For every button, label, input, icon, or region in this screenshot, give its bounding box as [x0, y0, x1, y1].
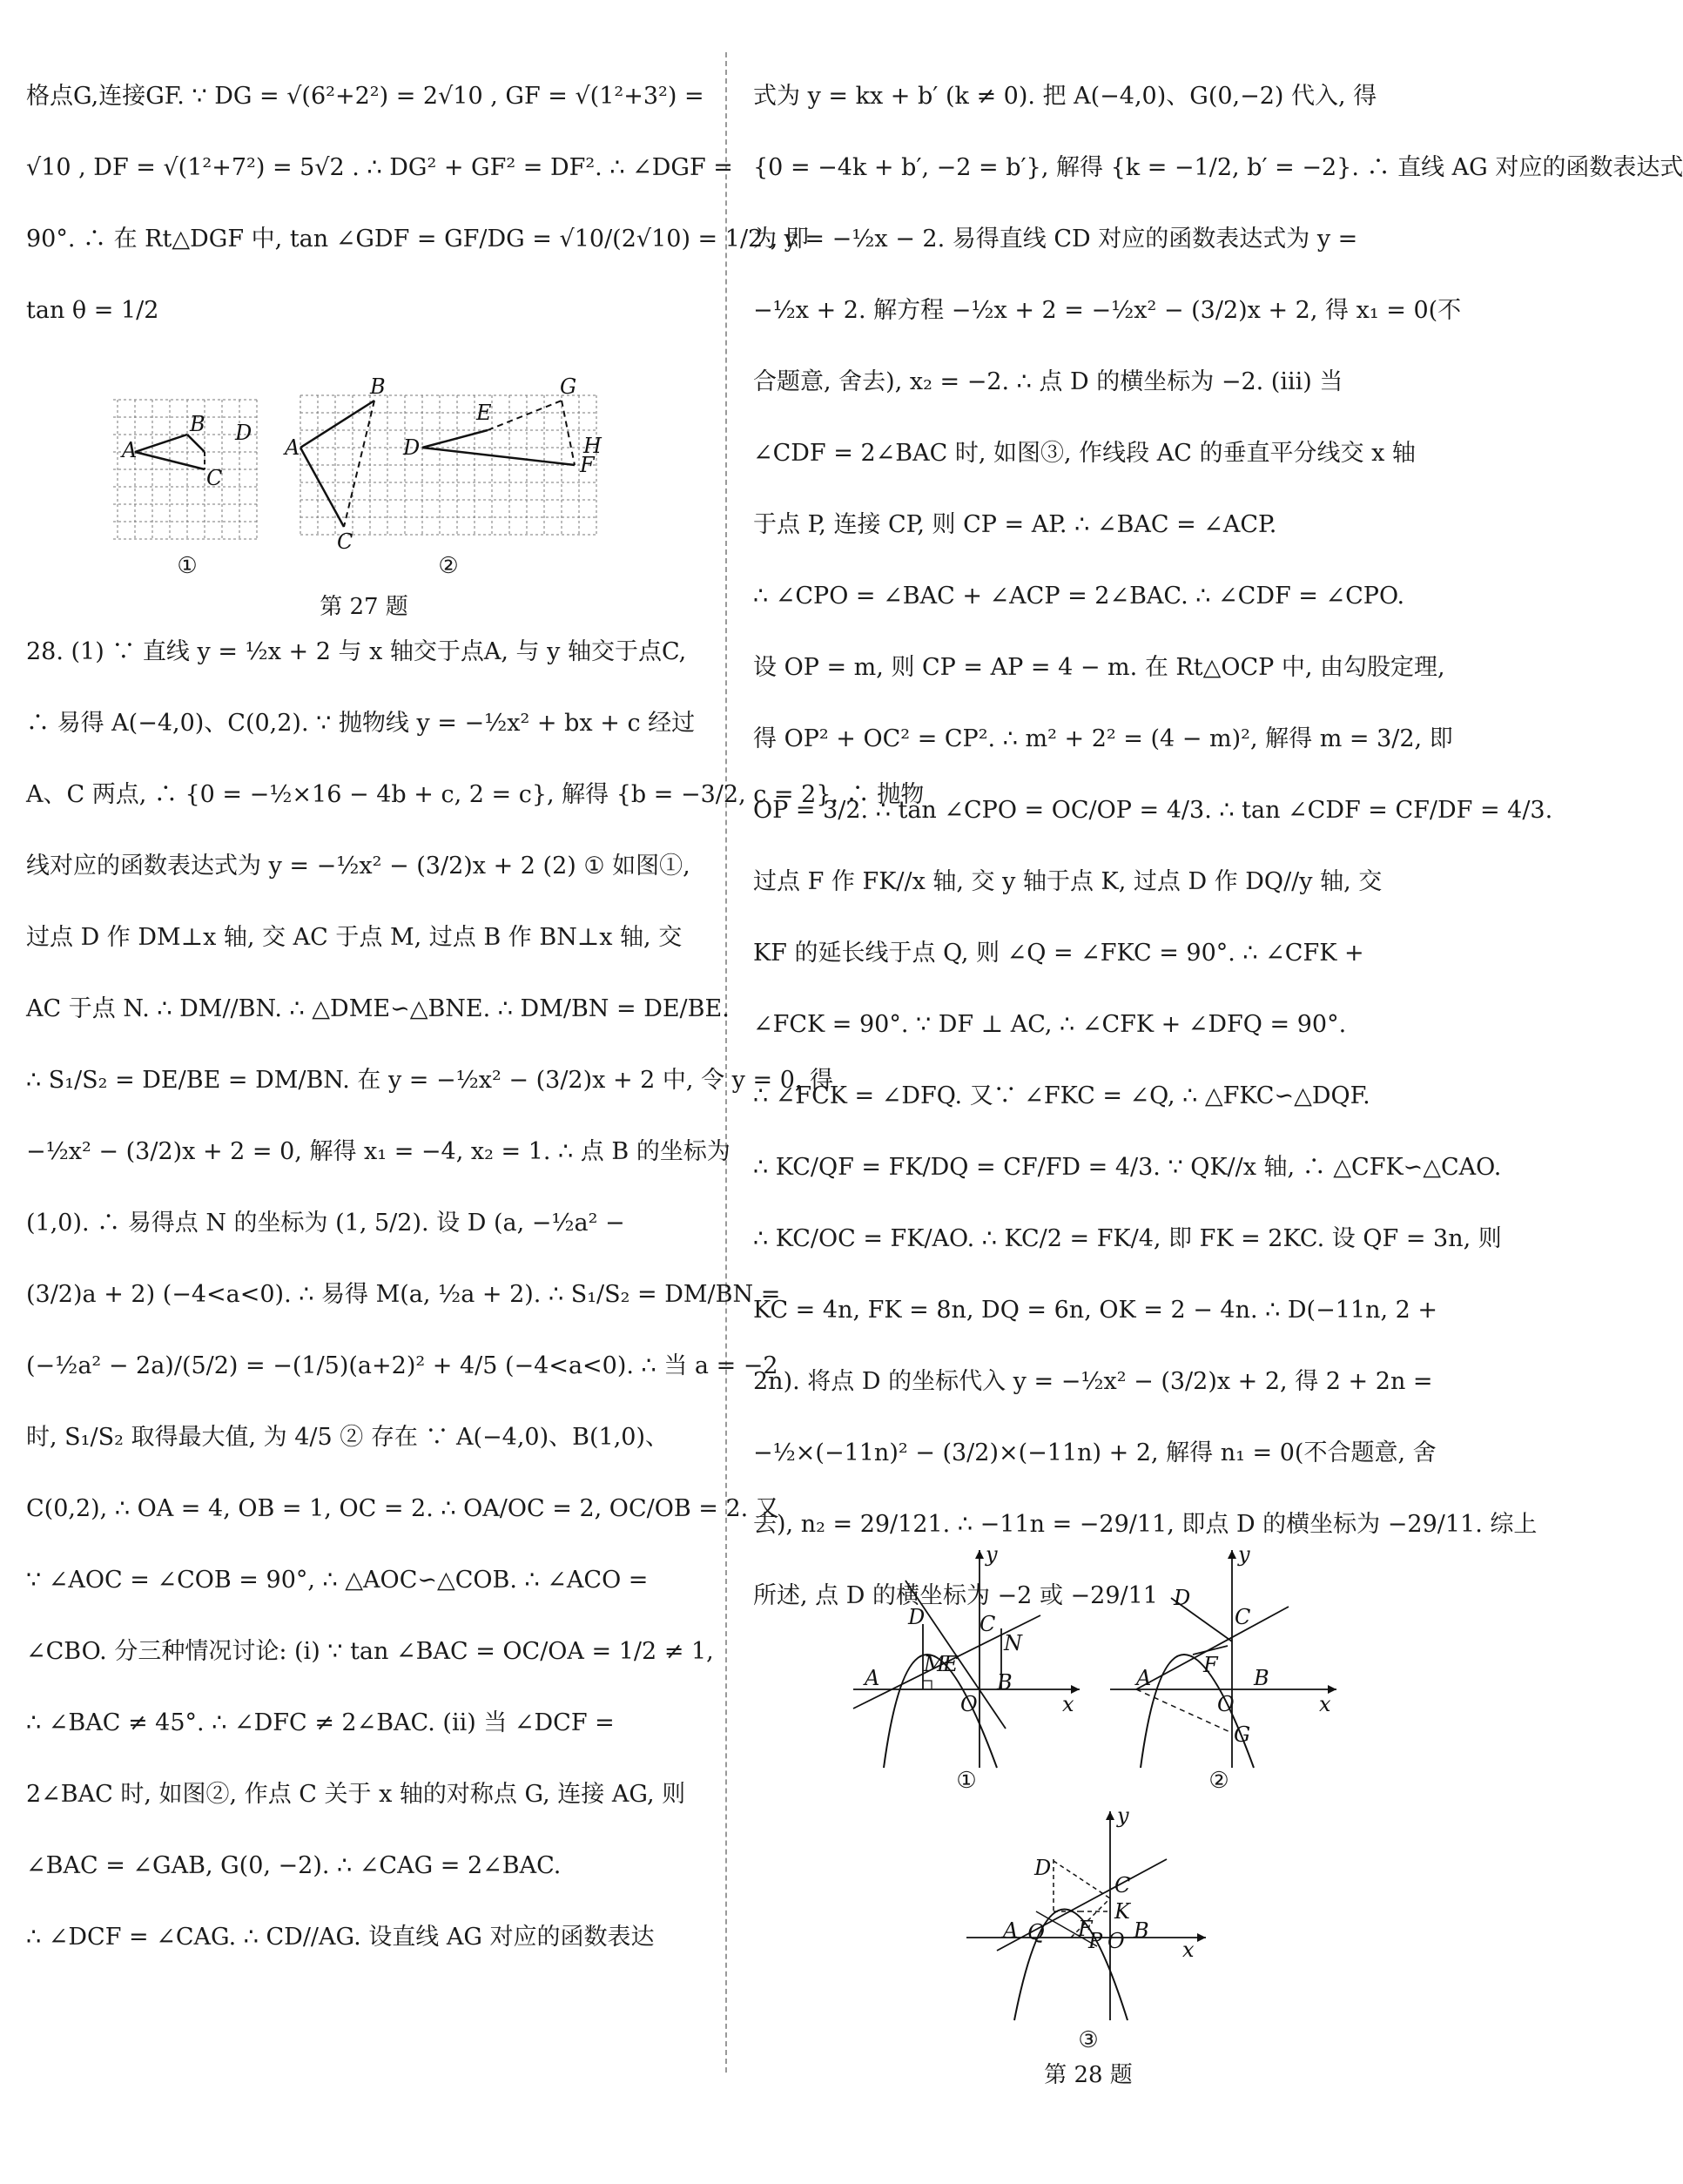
point-label-C: C — [1235, 1605, 1251, 1629]
axis-label-y: y — [1238, 1542, 1250, 1567]
column-divider — [725, 52, 727, 2073]
text-line: 28. (1) ∵ 直线 y = ½x + 2 与 x 轴交于点A, 与 y 轴交于点C, — [26, 638, 687, 665]
text-line: ∴ ∠CPO = ∠BAC + ∠ACP = 2∠BAC. ∴ ∠CDF = ∠CPO. — [753, 583, 1405, 610]
text-line: 过点 F 作 FK//x 轴, 交 y 轴于点 K, 过点 D 作 DQ//y 轴, 交 — [753, 868, 1383, 895]
figure-28-caption: 第 28 题 — [1044, 2062, 1133, 2088]
figure-28-2 — [1106, 1542, 1341, 1776]
text-line: 过点 D 作 DM⊥x 轴, 交 AC 于点 M, 过点 B 作 BN⊥x 轴, 交 — [26, 924, 683, 951]
point-label-C: C — [337, 529, 353, 554]
point-label-C: C — [1114, 1873, 1131, 1898]
figure-28-3 — [966, 1803, 1210, 2028]
point-label-H: H — [583, 434, 602, 458]
text-line: 设 OP = m, 则 CP = AP = 4 − m. 在 Rt△OCP 中, 由勾股定理, — [753, 654, 1445, 681]
text-line: tan θ = 1/2 — [26, 297, 159, 324]
text-line: KC = 4n, FK = 8n, DQ = 6n, OK = 2 − 4n. ∴ D(−11n, 2 + — [753, 1297, 1438, 1324]
text-line: −½×(−11n)² − (3/2)×(−11n) + 2, 解得 n₁ = 0(不合题意, 舍 — [753, 1439, 1437, 1466]
text-line: 为 y = −½x − 2. 易得直线 CD 对应的函数表达式为 y = — [753, 226, 1358, 253]
point-label-C: C — [206, 466, 223, 490]
text-line: 式为 y = kx + b′ (k ≠ 0). 把 A(−4,0)、G(0,−2) 代入, 得 — [753, 83, 1377, 110]
text-line: 2∠BAC 时, 如图②, 作点 C 关于 x 轴的对称点 G, 连接 AG, 则 — [26, 1781, 686, 1808]
point-label-E: E — [943, 1652, 959, 1676]
text-line: 得 OP² + OC² = CP². ∴ m² + 2² = (4 − m)², 解得 m = 3/2, 即 — [753, 725, 1453, 752]
left-column — [26, 61, 925, 1973]
point-label-D: D — [908, 1605, 926, 1629]
text-line: 格点G,连接GF. ∵ DG = √(6²+2²) = 2√10 , GF = √(1²+3²) = — [26, 83, 704, 110]
text-line: ∴ ∠FCK = ∠DFQ. 又∵ ∠FKC = ∠Q, ∴ △FKC∽△DQF. — [753, 1082, 1370, 1109]
text-line: −½x² − (3/2)x + 2 = 0, 解得 x₁ = −4, x₂ = 1. ∴ 点 B 的坐标为 — [26, 1138, 730, 1165]
point-label-D: D — [1174, 1586, 1191, 1610]
text-line: ∴ ∠BAC ≠ 45°. ∴ ∠DFC ≠ 2∠BAC. (ii) 当 ∠DCF = — [26, 1709, 615, 1736]
point-label-F: F — [580, 453, 595, 477]
point-label-F: F — [1203, 1653, 1218, 1677]
point-label-Q: Q — [1027, 1920, 1045, 1945]
point-label-F: F — [1078, 1917, 1093, 1941]
axis-label-x: x — [1319, 1692, 1331, 1716]
text-line: ∠CBO. 分三种情况讨论: (i) ∵ tan ∠BAC = OC/OA = 1/2 ≠ 1, — [26, 1638, 714, 1665]
text-line: OP = 3/2. ∴ tan ∠CPO = OC/OP = 4/3. ∴ tan ∠CDF = CF/DF = 4/3. — [753, 797, 1553, 824]
text-line: ∠FCK = 90°. ∵ DF ⊥ AC, ∴ ∠CFK + ∠DFQ = 90°. — [753, 1011, 1347, 1038]
figure-27-2-number: ② — [438, 553, 459, 579]
text-line: (−½a² − 2a)/(5/2) = −(1/5)(a+2)² + 4/5 (−4<a<0). ∴ 当 a = −2 — [26, 1352, 778, 1379]
text-line: 时, S₁/S₂ 取得最大值, 为 4/5 ② 存在 ∵ A(−4,0)、B(1,0)、 — [26, 1424, 669, 1451]
point-label-O: O — [960, 1692, 978, 1716]
figure-28-1-number: ① — [956, 1768, 977, 1794]
text-line: ∵ ∠AOC = ∠COB = 90°, ∴ △AOC∽△COB. ∴ ∠ACO = — [26, 1567, 649, 1594]
point-label-B: B — [1254, 1666, 1269, 1690]
figure-27-1 — [113, 396, 261, 552]
text-line: 去), n₂ = 29/121. ∴ −11n = −29/11, 即点 D 的横坐标为 −29/11. 综上 — [753, 1511, 1538, 1538]
text-line: AC 于点 N. ∴ DM//BN. ∴ △DME∽△BNE. ∴ DM/BN = DE/BE. — [26, 995, 730, 1022]
figure-28-3-number: ③ — [1078, 2027, 1099, 2053]
text-line: C(0,2), ∴ OA = 4, OB = 1, OC = 2. ∴ OA/OC = 2, OC/OB = 2. 又 — [26, 1495, 779, 1522]
text-line: A、C 两点, ∴ {0 = −½×16 − 4b + c, 2 = c}, 解得 {b = −3/2, c = 2}. ∴ 抛物 — [26, 781, 925, 808]
axis-label-x: x — [1062, 1692, 1074, 1716]
text-line: 合题意, 舍去), x₂ = −2. ∴ 点 D 的横坐标为 −2. (iii) 当 — [753, 368, 1343, 395]
text-line: ∴ KC/OC = FK/AO. ∴ KC/2 = FK/4, 即 FK = 2KC. 设 QF = 3n, 则 — [753, 1225, 1502, 1252]
text-line: √10 , DF = √(1²+7²) = 5√2 . ∴ DG² + GF² = DF². ∴ ∠DGF = — [26, 154, 733, 181]
figure-27-caption: 第 27 题 — [320, 594, 408, 620]
text-line: KF 的延长线于点 Q, 则 ∠Q = ∠FKC = 90°. ∴ ∠CFK + — [753, 940, 1364, 967]
point-label-B: B — [370, 374, 386, 399]
text-line: 于点 P, 连接 CP, 则 CP = AP. ∴ ∠BAC = ∠ACP. — [753, 511, 1277, 538]
point-label-A: A — [865, 1666, 880, 1690]
point-label-M: M — [924, 1652, 946, 1676]
right-column — [753, 61, 1683, 1632]
point-label-A: A — [1136, 1666, 1152, 1690]
point-label-B: B — [1134, 1918, 1149, 1943]
text-line: ∠BAC = ∠GAB, G(0, −2). ∴ ∠CAG = 2∠BAC. — [26, 1852, 562, 1879]
point-label-D: D — [403, 435, 421, 460]
text-line: {0 = −4k + b′, −2 = b′}, 解得 {k = −1/2, b′ = −2}. ∴ 直线 AG 对应的函数表达式 — [753, 154, 1683, 181]
point-label-K: K — [1114, 1899, 1130, 1924]
text-line: 线对应的函数表达式为 y = −½x² − (3/2)x + 2 (2) ① 如图①, — [26, 853, 690, 880]
text-line: ∠CDF = 2∠BAC 时, 如图③, 作线段 AC 的垂直平分线交 x 轴 — [753, 440, 1416, 467]
point-label-D: D — [1034, 1856, 1052, 1880]
text-line: (3/2)a + 2) (−4<a<0). ∴ 易得 M(a, ½a + 2). ∴ S₁/S₂ = DM/BN = — [26, 1281, 781, 1308]
point-label-A: A — [285, 435, 300, 460]
text-line: −½x + 2. 解方程 −½x + 2 = −½x² − (3/2)x + 2, 得 x₁ = 0(不 — [753, 297, 1462, 324]
point-label-A: A — [1003, 1918, 1019, 1943]
figure-27-1-number: ① — [177, 553, 198, 579]
point-label-N: N — [1004, 1631, 1022, 1655]
point-label-D: D — [235, 421, 252, 445]
text-line: ∴ KC/QF = FK/DQ = CF/FD = 4/3. ∵ QK//x 轴, ∴ △CFK∽△CAO. — [753, 1154, 1502, 1181]
text-line: ∴ ∠DCF = ∠CAG. ∴ CD//AG. 设直线 AG 对应的函数表达 — [26, 1924, 655, 1951]
axis-label-x: x — [1182, 1938, 1195, 1962]
text-line: ∴ S₁/S₂ = DE/BE = DM/BN. 在 y = −½x² − (3/2)x + 2 中, 令 y = 0, 得 — [26, 1067, 834, 1094]
axis-label-y: y — [1117, 1803, 1129, 1828]
figure-28-2-number: ② — [1208, 1768, 1229, 1794]
point-label-G: G — [1234, 1722, 1251, 1747]
text-line: 所述, 点 D 的横坐标为 −2 或 −29/11 — [753, 1582, 1158, 1609]
text-line: 2n). 将点 D 的坐标代入 y = −½x² − (3/2)x + 2, 得 2 + 2n = — [753, 1368, 1433, 1395]
text-line: ∴ 易得 A(−4,0)、C(0,2). ∵ 抛物线 y = −½x² + bx + c 经过 — [26, 710, 696, 737]
point-label-B: B — [190, 412, 205, 436]
point-label-B: B — [997, 1670, 1013, 1695]
point-label-A: A — [122, 438, 138, 462]
text-line: 90°. ∴ 在 Rt△DGF 中, tan ∠GDF = GF/DG = √10/(2√10) = 1/2 , 即 — [26, 226, 809, 253]
point-label-O: O — [1217, 1692, 1235, 1716]
point-label-C: C — [980, 1612, 996, 1636]
point-label-P: P — [1088, 1929, 1103, 1953]
figure-28-1 — [849, 1542, 1084, 1776]
point-label-E: E — [476, 401, 492, 425]
point-label-O: O — [1107, 1929, 1125, 1953]
figure-27-2 — [283, 374, 627, 556]
point-label-G: G — [560, 374, 577, 399]
text-line: (1,0). ∴ 易得点 N 的坐标为 (1, 5/2). 设 D (a, −½a² − — [26, 1210, 625, 1237]
axis-label-y: y — [986, 1542, 998, 1567]
